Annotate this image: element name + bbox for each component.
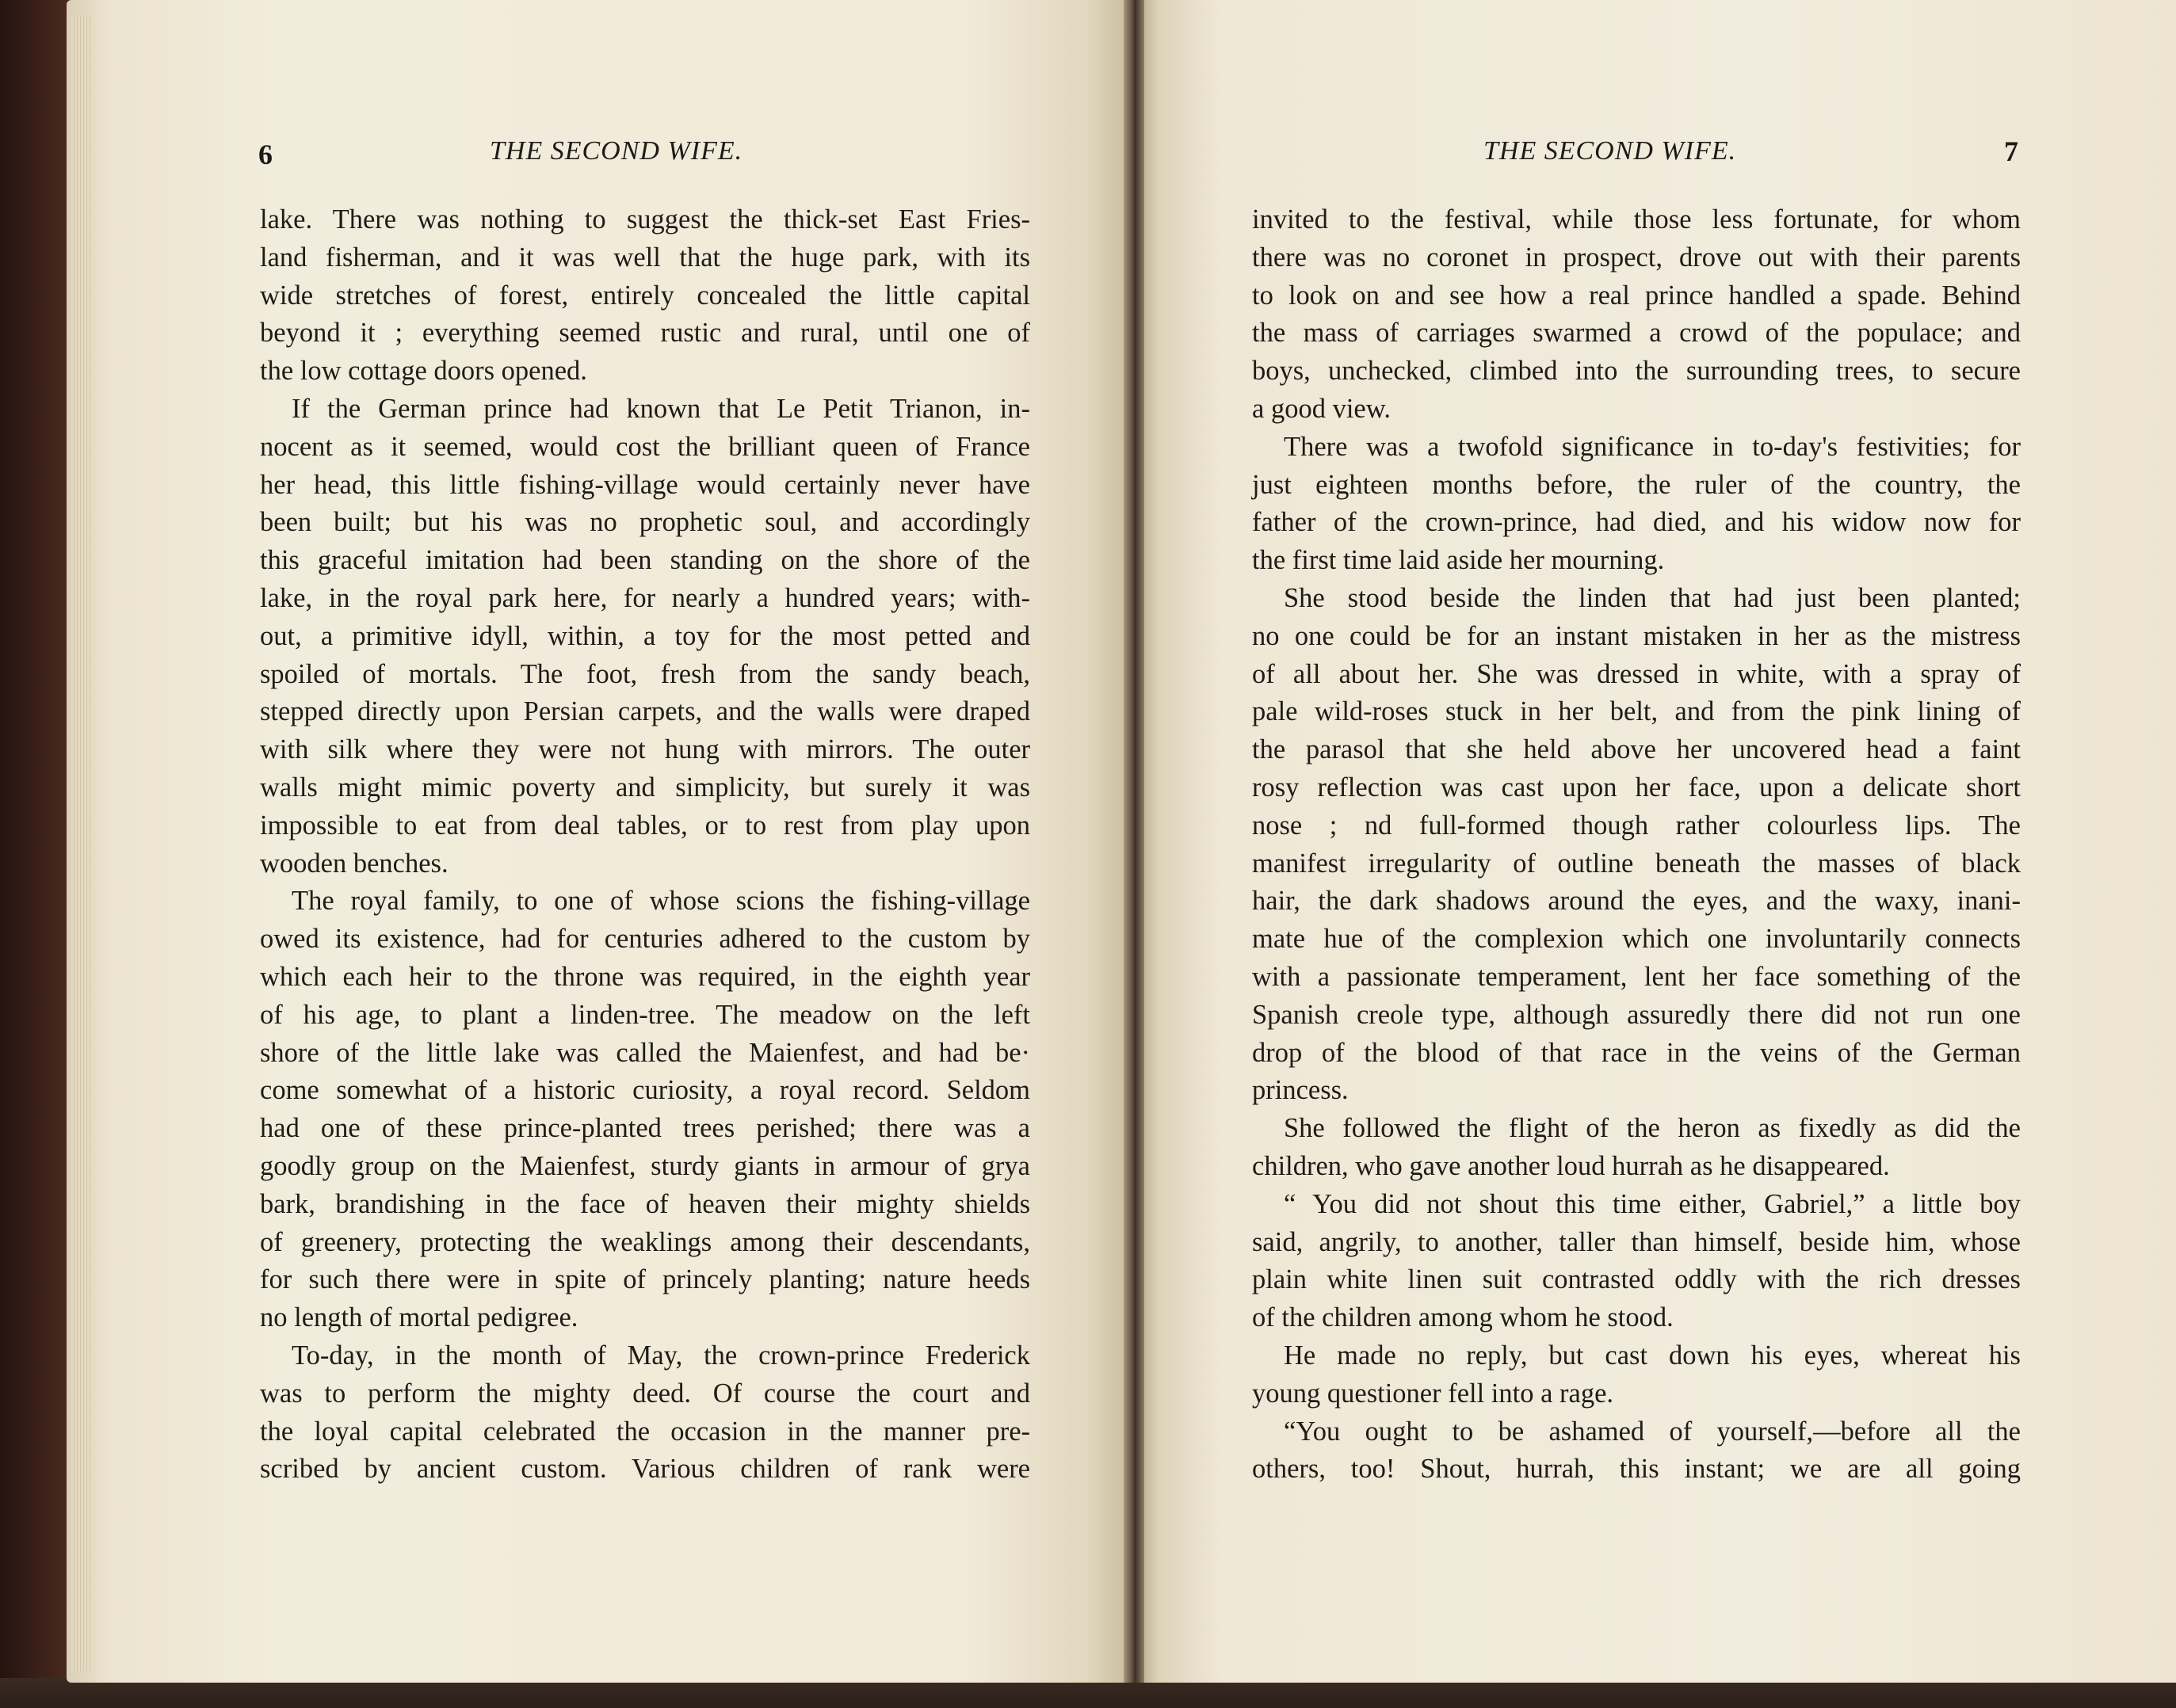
text-line: been built; but his was no prophetic soul, and accordingly bbox=[260, 507, 1030, 538]
right-page-header bbox=[1252, 133, 2025, 181]
right-page-number: 7 bbox=[2004, 135, 2018, 167]
right-page-text bbox=[1252, 201, 2021, 1489]
text-line: hair, the dark shadows around the eyes, and the waxy, inani- bbox=[1252, 886, 2021, 917]
text-line: She followed the flight of the heron as fixedly as did the bbox=[1284, 1113, 2021, 1144]
text-line: had one of these prince-planted trees perished; there was a bbox=[260, 1113, 1030, 1144]
text-line: lake, in the royal park here, for nearly a hundred years; with- bbox=[260, 582, 1030, 613]
text-line: goodly group on the Maienfest, sturdy giants in armour of grya bbox=[260, 1150, 1030, 1181]
text-line: impossible to eat from deal tables, or to rest from play upon bbox=[260, 810, 1030, 841]
text-line: lake. There was nothing to suggest the thick-set East Fries- bbox=[260, 204, 1030, 234]
text-line: the first time laid aside her mourning. bbox=[1252, 545, 1665, 576]
text-line: of all about her. She was dressed in white, with a spray of bbox=[1252, 658, 2021, 689]
text-line: no one could be for an instant mistaken in her as the mistress bbox=[1252, 620, 2021, 651]
text-line: nose ; nd full-formed though rather colourless lips. The bbox=[1252, 810, 2021, 841]
text-line: “You ought to be ashamed of yourself,—before all the bbox=[1284, 1416, 2021, 1447]
text-line: land fisherman, and it was well that the huge park, with its bbox=[260, 242, 1030, 273]
book-gutter bbox=[1124, 0, 1144, 1683]
text-line: the loyal capital celebrated the occasion in the manner pre- bbox=[260, 1416, 1030, 1447]
text-line: invited to the festival, while those less fortunate, for whom bbox=[1252, 204, 2021, 234]
text-line: Spanish creole type, although assuredly there did not run one bbox=[1252, 999, 2021, 1030]
text-line: mate hue of the complexion which one involuntarily connects bbox=[1252, 924, 2021, 955]
left-page-number: 6 bbox=[258, 139, 273, 170]
text-line: bark, brandishing in the face of heaven their mighty shields bbox=[260, 1188, 1030, 1219]
text-line: for such there were in spite of princely planting; nature heeds bbox=[260, 1264, 1030, 1295]
text-line: stepped directly upon Persian carpets, and the walls were draped bbox=[260, 696, 1030, 727]
text-line: children, who gave another loud hurrah as he disappeared. bbox=[1252, 1150, 1890, 1181]
text-line: come somewhat of a historic curiosity, a royal record. Seldom bbox=[260, 1075, 1030, 1106]
text-line: of greenery, protecting the weaklings among their descendants, bbox=[260, 1226, 1030, 1257]
text-line: There was a twofold significance in to-day's festivities; for bbox=[1284, 431, 2021, 462]
text-line: no length of mortal pedigree. bbox=[260, 1302, 578, 1333]
text-line: the parasol that she held above her uncovered head a faint bbox=[1252, 734, 2021, 765]
text-line: a good view. bbox=[1252, 393, 1391, 424]
text-line: She stood beside the linden that had just been planted; bbox=[1284, 582, 2021, 613]
text-line: father of the crown-prince, had died, and his widow now for bbox=[1252, 507, 2021, 538]
left-running-head: THE SECOND WIFE. bbox=[490, 136, 743, 166]
text-line: If the German prince had known that Le Petit Trianon, in- bbox=[292, 393, 1030, 424]
text-line: the mass of carriages swarmed a crowd of the populace; and bbox=[1252, 318, 2021, 349]
text-line: To-day, in the month of May, the crown-prince Frederick bbox=[292, 1340, 1030, 1371]
text-line: with silk where they were not hung with mirrors. The outer bbox=[260, 734, 1030, 765]
text-line: spoiled of mortals. The foot, fresh from the sandy beach, bbox=[260, 658, 1030, 689]
text-line: the low cottage doors opened. bbox=[260, 356, 587, 387]
text-line: wide stretches of forest, entirely concealed the little capital bbox=[260, 280, 1030, 311]
left-page-text bbox=[260, 201, 1030, 1489]
left-page-header bbox=[258, 133, 1031, 181]
text-line: pale wild-roses stuck in her belt, and from the pink lining of bbox=[1252, 696, 2021, 727]
text-line: boys, unchecked, climbed into the surrounding trees, to secure bbox=[1252, 356, 2021, 387]
text-line: which each heir to the throne was required, in the eighth year bbox=[260, 961, 1030, 992]
text-line: beyond it ; everything seemed rustic and rural, until one of bbox=[260, 318, 1030, 349]
text-line: manifest irregularity of outline beneath the masses of black bbox=[1252, 848, 2021, 879]
page-edges bbox=[71, 16, 90, 1672]
text-line: princess. bbox=[1252, 1075, 1349, 1106]
text-line: scribed by ancient custom. Various children of rank were bbox=[260, 1454, 1030, 1485]
text-line: plain white linen suit contrasted oddly with the rich dresses bbox=[1252, 1264, 2021, 1295]
text-line: with a passionate temperament, lent her face something of the bbox=[1252, 961, 2021, 992]
text-line: shore of the little lake was called the Maienfest, and had be· bbox=[260, 1037, 1030, 1068]
right-running-head: THE SECOND WIFE. bbox=[1483, 136, 1737, 166]
text-line: just eighteen months before, the ruler of the country, the bbox=[1252, 469, 2021, 500]
text-line: of his age, to plant a linden-tree. The meadow on the left bbox=[260, 999, 1030, 1030]
text-line: was to perform the mighty deed. Of course the court and bbox=[260, 1378, 1030, 1409]
text-line: drop of the blood of that race in the veins of the German bbox=[1252, 1037, 2021, 1068]
text-line: others, too! Shout, hurrah, this instant; we are all going bbox=[1252, 1454, 2021, 1485]
text-line: owed its existence, had for centuries adhered to the custom by bbox=[260, 924, 1030, 955]
text-line: out, a primitive idyll, within, a toy for the most petted and bbox=[260, 620, 1030, 651]
text-line: The royal family, to one of whose scions the fishing-village bbox=[292, 886, 1030, 917]
text-line: of the children among whom he stood. bbox=[1252, 1302, 1674, 1333]
text-line: there was no coronet in prospect, drove out with their parents bbox=[1252, 242, 2021, 273]
text-line: nocent as it seemed, would cost the brilliant queen of France bbox=[260, 431, 1030, 462]
text-line: her head, this little fishing-village would certainly never have bbox=[260, 469, 1030, 500]
text-line: this graceful imitation had been standing on the shore of the bbox=[260, 545, 1030, 576]
text-line: said, angrily, to another, taller than himself, beside him, whose bbox=[1252, 1226, 2021, 1257]
text-line: walls might mimic poverty and simplicity, but surely it was bbox=[260, 772, 1030, 803]
text-line: rosy reflection was cast upon her face, upon a delicate short bbox=[1252, 772, 2021, 803]
text-line: He made no reply, but cast down his eyes, whereat his bbox=[1284, 1340, 2021, 1371]
text-line: wooden benches. bbox=[260, 848, 449, 879]
text-line: to look on and see how a real prince handled a spade. Behind bbox=[1252, 280, 2021, 311]
text-line: “ You did not shout this time either, Gabriel,” a little boy bbox=[1284, 1188, 2021, 1219]
text-line: young questioner fell into a rage. bbox=[1252, 1378, 1614, 1409]
